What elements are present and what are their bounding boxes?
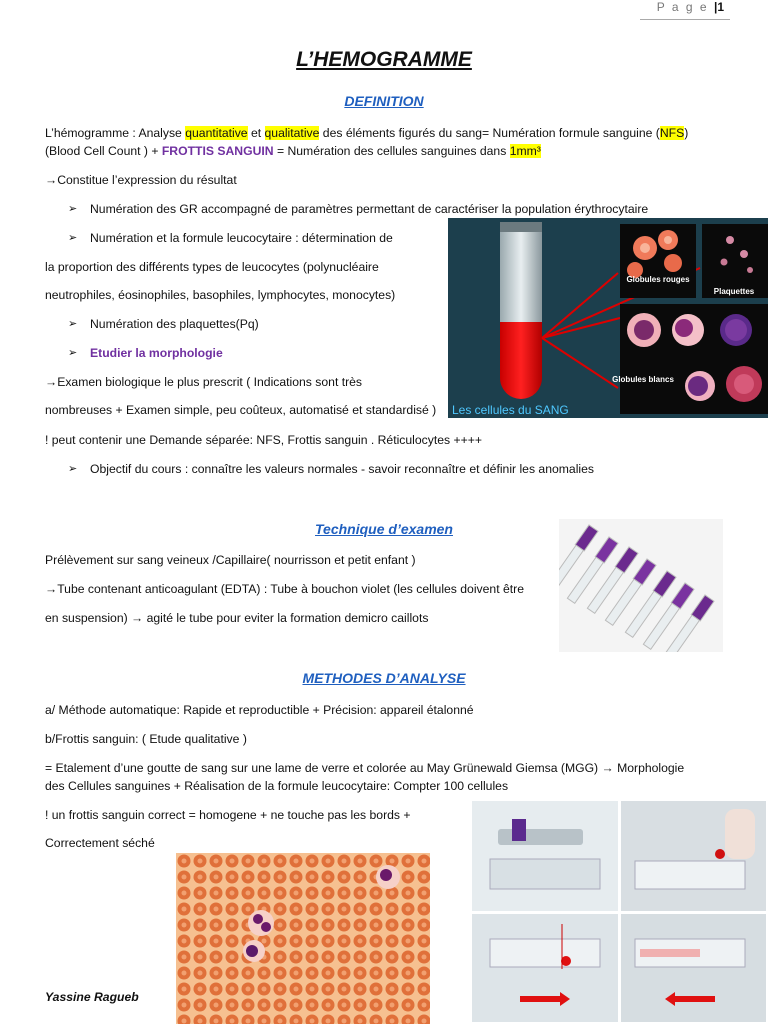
arrow-bullet-icon: ➢ bbox=[68, 347, 78, 359]
page-number: 1 bbox=[717, 0, 724, 14]
arrow-bullet-icon: ➢ bbox=[68, 318, 78, 330]
bullet-gr: Numération des GR accompagné de paramètres permettant de caractériser la population érythrocytaire bbox=[90, 202, 649, 216]
smear-steps-illustration bbox=[470, 799, 768, 1024]
arrow-bullet-icon: ➢ bbox=[68, 463, 78, 475]
page-label: P a g e bbox=[656, 0, 709, 14]
edta-tubes-illustration bbox=[559, 519, 723, 652]
technique-heading: Technique d’examen bbox=[315, 521, 453, 537]
bullet-objectif: Objectif du cours : connaître les valeurs normales - savoir reconnaître et définir les anomalies bbox=[90, 462, 594, 476]
smear-preparation-photos bbox=[470, 799, 768, 1024]
bullet-leuco-line-2: la proportion des différents types de leucocytes (polynucléaire bbox=[45, 260, 379, 274]
edta-tubes-photo bbox=[559, 519, 723, 652]
blood-cells-illustration bbox=[448, 218, 768, 418]
methode-c-line-2: des Cellules sanguines + Réalisation de la formule leucocytaire: Compter 100 cellules bbox=[45, 779, 509, 793]
header-rule bbox=[640, 19, 730, 20]
definition-line-1: L’hémogramme : Analyse quantitative et qualitative des éléments figurés du sang= Numération formule sanguine (NFS) bbox=[45, 126, 689, 140]
methode-b: b/Frottis sanguin: ( Etude qualitative ) bbox=[45, 732, 247, 746]
exam-line-2: nombreuses + Examen simple, peu coûteux, automatisé et standardisé ) bbox=[45, 403, 437, 417]
frottis-correct-line-1: ! un frottis sanguin correct = homogene + ne touche pas les bords + bbox=[45, 808, 411, 822]
methode-c-line-1: = Etalement d’une goutte de sang sur une lame de verre et colorée au May Grünewald Giemsa (MGG) → Morphologie bbox=[45, 761, 685, 775]
demande-line: ! peut contenir une Demande séparée: NFS, Frottis sanguin . Réticulocytes ++++ bbox=[45, 433, 482, 447]
document-title: L’HEMOGRAMME bbox=[296, 48, 472, 71]
bullet-leuco: Numération et la formule leucocytaire : détermination de bbox=[90, 231, 393, 245]
blood-cells-figure bbox=[448, 218, 768, 418]
page-header bbox=[657, 0, 724, 14]
arrow-bullet-icon: ➢ bbox=[68, 232, 78, 244]
technique-line-2: →Tube contenant anticoagulant (EDTA) : Tube à bouchon violet (les cellules doivent être bbox=[45, 582, 524, 596]
author-name: Yassine Ragueb bbox=[45, 990, 139, 1004]
blood-smear-illustration bbox=[176, 853, 430, 1024]
methodes-heading: METHODES D’ANALYSE bbox=[302, 670, 466, 686]
definition-line-2: (Blood Cell Count ) + FROTTIS SANGUIN = Numération des cellules sanguines dans 1mm³ bbox=[45, 144, 541, 158]
frottis-correct-line-2: Correctement séché bbox=[45, 836, 155, 850]
constitue-line: →Constitue l’expression du résultat bbox=[45, 173, 237, 187]
blood-smear-micrograph bbox=[176, 853, 430, 1024]
label-wbc: Globules blancs bbox=[612, 375, 674, 384]
exam-line-1: →Examen biologique le plus prescrit ( Indications sont très bbox=[45, 375, 363, 389]
bullet-morphologie: Etudier la morphologie bbox=[90, 346, 223, 360]
technique-line-1: Prélèvement sur sang veineux /Capillaire( nourrisson et petit enfant ) bbox=[45, 553, 416, 567]
arrow-bullet-icon: ➢ bbox=[68, 203, 78, 215]
page-separator: | bbox=[713, 0, 718, 14]
technique-line-3: en suspension) → agité le tube pour eviter la formation demicro caillots bbox=[45, 611, 429, 625]
bullet-plaquettes: Numération des plaquettes(Pq) bbox=[90, 317, 259, 331]
figure-caption: Les cellules du SANG bbox=[452, 403, 569, 417]
label-rbc: Globules rouges bbox=[626, 275, 690, 284]
definition-heading: DEFINITION bbox=[344, 93, 424, 109]
methode-a: a/ Méthode automatique: Rapide et reproductible + Précision: appareil étalonné bbox=[45, 703, 474, 717]
label-platelets: Plaquettes bbox=[713, 287, 755, 296]
bullet-leuco-line-3: neutrophiles, éosinophiles, basophiles, lymphocytes, monocytes) bbox=[45, 288, 396, 302]
